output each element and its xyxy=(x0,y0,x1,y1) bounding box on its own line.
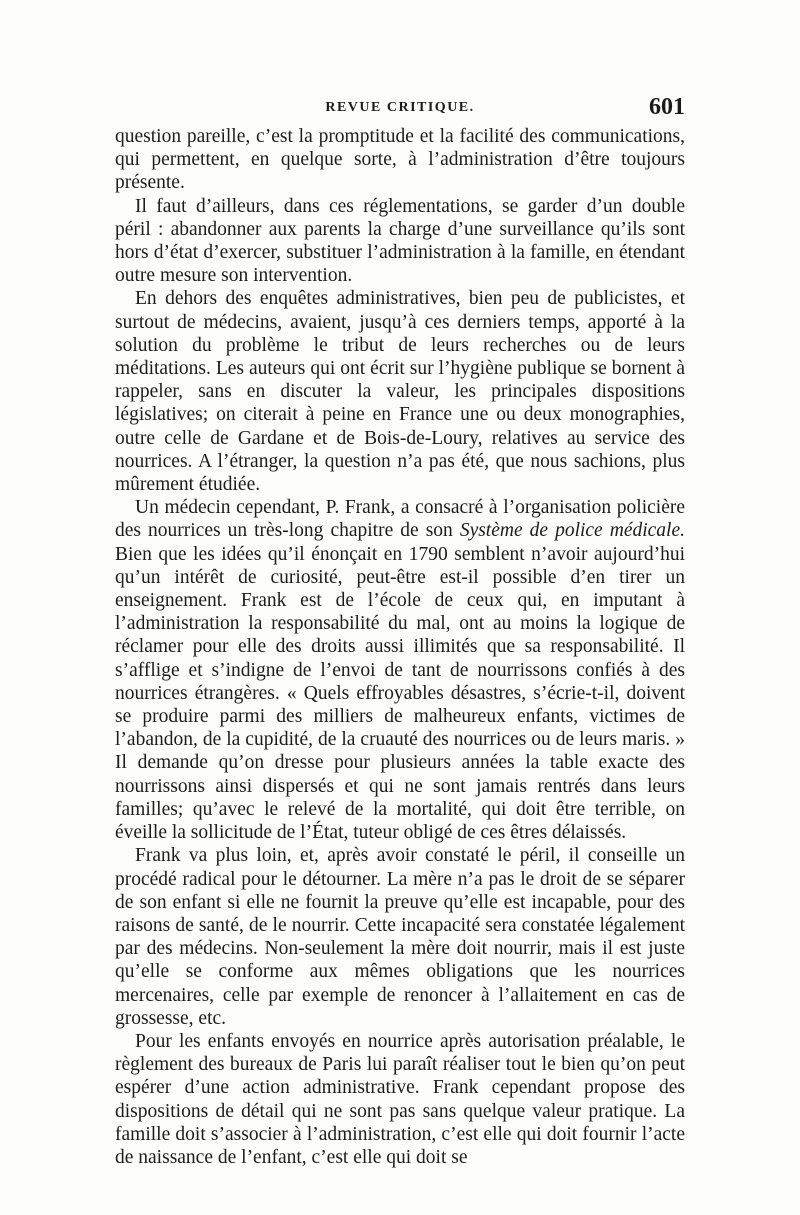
paragraph-text: question pareille, c’est la promptitude et la facilité des communications, qui permettent, en quelque sorte, à l’administration d’être toujours présente. xyxy=(115,126,685,194)
paragraph-text: Frank va plus loin, et, après avoir constaté le péril, il conseille un procédé radical pour le détourner. La mère n’a pas le droit de se séparer de son enfant si elle ne fournit la preuve qu’elle est incapable, pour des raisons de santé, de le nourrir. Cette incapacité sera constatée légalement par des médecins. Non-seulement la mère doit nourrir, mais il est juste qu’elle se conforme aux mêmes obligations que les nourrices mercenaires, celle par exemple de renoncer à l’allaitement en cas de grossesse, etc. xyxy=(115,845,685,1029)
paragraph xyxy=(115,1030,685,1169)
paragraph-text: En dehors des enquêtes administratives, bien peu de publicistes, et surtout de médecins, avaient, jusqu’à ces derniers temps, apporté à la solution du problème le tribut de leurs recherches ou de leurs méditations. Les auteurs qui ont écrit sur l’hygiène publique se bornent à rappeler, sans en discuter la valeur, les principales dispositions législatives; on citerait à peine en France une ou deux monographies, outre celle de Gardane et de Bois-de-Loury, relatives au service des nourrices. A l’étranger, la question n’a pas été, que nous sachions, plus mûrement étudiée. xyxy=(115,288,685,496)
page-number: 601 xyxy=(649,94,685,120)
paragraph xyxy=(115,195,685,288)
paragraph xyxy=(115,844,685,1030)
paragraph-text: Bien que les idées qu’il énonçait en 1790 semblent n’avoir aujourd’hui qu’un intérêt de curiosité, peut-être est-il possible d’en tirer un enseignement. Frank est de l’école de ceux qui, en imputant à l’administration la responsabilité du mal, ont au moins la logique de réclamer pour elle des droits aussi illimités que sa responsabilité. Il s’afflige et s’indigne de l’envoi de tant de nourrissons confiés à des nourrices étrangères. « Quels effroyables désastres, s’écrie-t-il, doivent se produire parmi des milliers de malheureux enfants, victimes de l’abandon, de la cupidité, de la cruauté des nourrices ou de leurs maris. » Il demande qu’on dresse pour plusieurs années la table exacte des nourrissons ainsi dispersés et qui ne sont jamais rentrés dans leurs familles; qu’avec le relevé de la mortalité, qui doit être terrible, on éveille la sollicitude de l’État, tuteur obligé de ces êtres délaissés. xyxy=(115,543,685,844)
running-title: REVUE CRITIQUE. xyxy=(325,100,475,115)
paragraph xyxy=(115,496,685,844)
paragraph xyxy=(115,287,685,496)
running-header xyxy=(115,96,685,120)
paragraph-text: Il faut d’ailleurs, dans ces réglementations, se garder d’un double péril : abandonner aux parents la charge d’une surveillance qu’ils sont hors d’état d’exercer, substituer l’administration à la famille, en étendant outre mesure son intervention. xyxy=(115,195,685,287)
paragraph-text: Pour les enfants envoyés en nourrice après autorisation préalable, le règlement des bureaux de Paris lui paraît réaliser tout le bien qu’on peut espérer d’une action administrative. Frank cependant propose des dispositions de détail qui ne sont pas sans quelque valeur pratique. La famille doit s’associer à l’administration, c’est elle qui doit fournir l’acte de naissance de l’enfant, c’est elle qui doit se xyxy=(115,1030,685,1168)
paragraph xyxy=(115,125,685,195)
paragraph-text: Un médecin cependant, P. Frank, a consacré à l’organisation policière des nourrices un très-long chapitre de son xyxy=(115,497,685,542)
body-text xyxy=(115,125,685,1169)
book-title-italic: Système de police médicale. xyxy=(459,520,685,542)
